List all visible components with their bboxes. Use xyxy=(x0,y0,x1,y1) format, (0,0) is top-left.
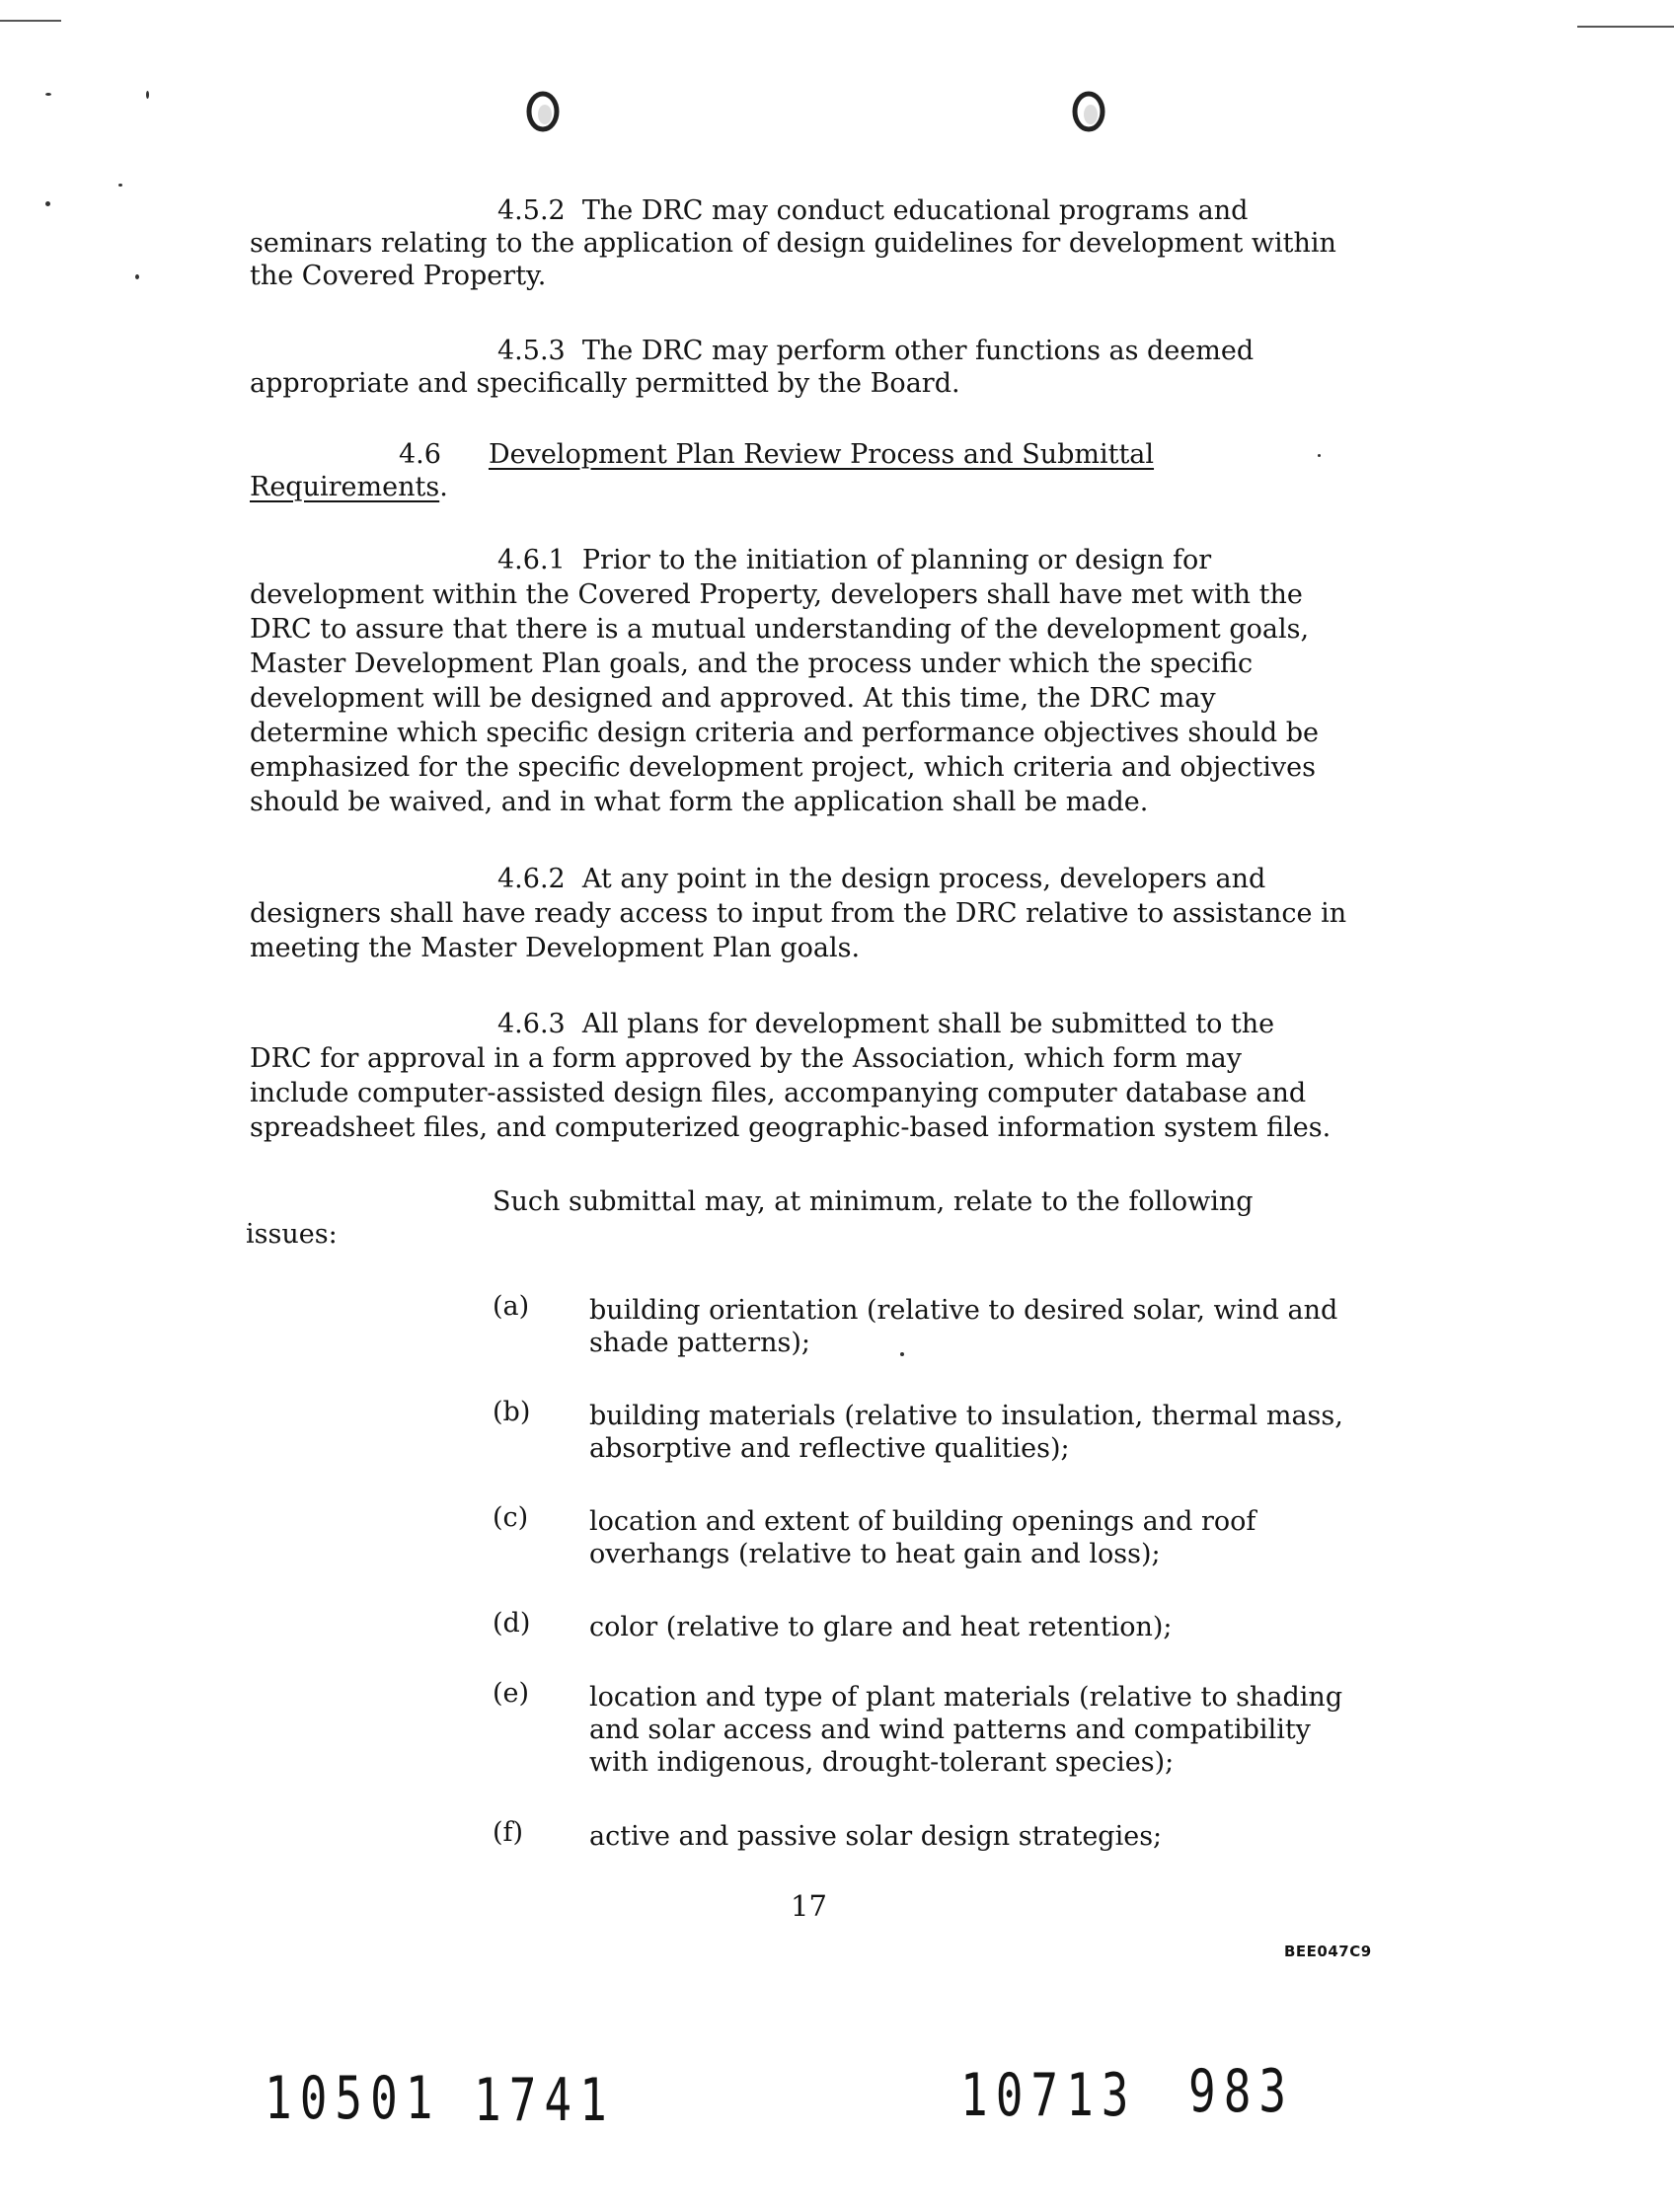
section-4-6-3-line: DRC for approval in a form approved by the Association, which form may xyxy=(250,1043,1242,1074)
section-4-6-1-line: emphasized for the specific development project, which criteria and objectives xyxy=(250,752,1316,783)
stamp-number-left-b: 1741 xyxy=(474,2065,615,2135)
section-number: 4.6.1 xyxy=(497,545,566,575)
list-item-line: overhangs (relative to heat gain and loss); xyxy=(589,1539,1161,1569)
stamp-number-left-a: 10501 xyxy=(265,2063,441,2133)
section-text: Prior to the initiation of planning or design for xyxy=(581,545,1212,575)
section-heading-title: Development Plan Review Process and Submittal xyxy=(488,439,1155,470)
stamp-number-right-b: 983 xyxy=(1188,2056,1295,2126)
section-heading-title-continued: Requirements xyxy=(250,472,440,502)
section-4-6-heading-continued xyxy=(250,470,448,504)
section-4-5-3-first-line xyxy=(497,334,1254,368)
section-number: 4.5.2 xyxy=(497,195,566,226)
scan-speck xyxy=(135,274,139,279)
section-4-6-1-first-line xyxy=(497,543,1211,577)
section-text: The DRC may conduct educational programs and xyxy=(581,195,1249,226)
list-item-line: building materials (relative to insulation, thermal mass, xyxy=(589,1401,1343,1431)
section-4-5-3-line: appropriate and specifically permitted by the Board. xyxy=(250,368,960,399)
list-item-line: with indigenous, drought-tolerant species); xyxy=(589,1747,1175,1778)
page-number: 17 xyxy=(791,1889,827,1923)
submittal-intro-line: Such submittal may, at minimum, relate to the following xyxy=(493,1186,1254,1217)
list-item-label: (d) xyxy=(493,1608,531,1639)
section-text: The DRC may perform other functions as deemed xyxy=(581,336,1255,366)
section-text: At any point in the design process, developers and xyxy=(581,864,1266,894)
section-number: 4.6.2 xyxy=(497,864,566,894)
section-4-6-3-line: include computer-assisted design files, accompanying computer database and xyxy=(250,1078,1307,1108)
scan-speck xyxy=(45,93,51,96)
binder-hole-right-icon xyxy=(1072,91,1105,132)
section-4-5-2-first-line xyxy=(497,193,1248,228)
section-4-6-1-line: Master Development Plan goals, and the process under which the specific xyxy=(250,648,1254,679)
section-4-6-2-first-line xyxy=(497,862,1265,896)
section-4-6-2-line: designers shall have ready access to input from the DRC relative to assistance in xyxy=(250,898,1347,929)
list-item-label: (b) xyxy=(493,1397,531,1427)
binder-hole-left-icon xyxy=(526,91,560,132)
list-item-line: absorptive and reflective qualities); xyxy=(589,1433,1070,1464)
scan-speck xyxy=(45,201,50,206)
list-item-line: and solar access and wind patterns and compatibility xyxy=(589,1715,1311,1745)
list-item-line: location and type of plant materials (relative to shading xyxy=(589,1682,1343,1713)
list-item-label: (a) xyxy=(493,1291,530,1322)
heading-period: . xyxy=(439,472,448,502)
submittal-intro-line: issues: xyxy=(246,1219,338,1250)
section-4-6-3-line: spreadsheet files, and computerized geographic-based information system files. xyxy=(250,1112,1332,1143)
section-number: 4.6.3 xyxy=(497,1009,566,1039)
section-number: 4.6 xyxy=(399,439,441,470)
section-4-6-1-line: should be waived, and in what form the application shall be made. xyxy=(250,787,1149,817)
list-item-line: color (relative to glare and heat retention); xyxy=(589,1612,1173,1642)
scan-speck xyxy=(146,91,149,99)
section-4-6-1-line: development within the Covered Property, developers shall have met with the xyxy=(250,579,1303,610)
list-item-line: location and extent of building openings and roof xyxy=(589,1506,1256,1537)
section-4-6-1-line: development will be designed and approved. At this time, the DRC may xyxy=(250,683,1216,714)
section-4-5-2-line: the Covered Property. xyxy=(250,261,547,291)
list-item-line: building orientation (relative to desired solar, wind and xyxy=(589,1295,1338,1326)
section-4-6-1-line: DRC to assure that there is a mutual understanding of the development goals, xyxy=(250,614,1310,645)
stamp-number-right-a: 10713 xyxy=(960,2060,1137,2130)
list-item-label: (f) xyxy=(493,1817,524,1848)
scan-edge-rule-left xyxy=(0,20,61,22)
list-item-line: active and passive solar design strategies; xyxy=(589,1821,1163,1852)
list-item-label: (e) xyxy=(493,1678,530,1709)
section-4-5-2-line: seminars relating to the application of design guidelines for development within xyxy=(250,228,1336,259)
section-text: All plans for development shall be submitted to the xyxy=(581,1009,1275,1039)
section-number: 4.5.3 xyxy=(497,336,566,366)
section-4-6-1-line: determine which specific design criteria and performance objectives should be xyxy=(250,718,1319,748)
scan-speck xyxy=(118,184,122,187)
list-item-line: shade patterns); xyxy=(589,1328,811,1358)
scan-edge-rule-right xyxy=(1577,26,1674,28)
scan-speck xyxy=(900,1352,904,1356)
section-4-6-2-line: meeting the Master Development Plan goals. xyxy=(250,933,861,963)
scan-speck xyxy=(1318,454,1321,457)
section-4-6-3-first-line xyxy=(497,1007,1274,1041)
section-4-6-heading xyxy=(399,437,1154,472)
document-code: BEE047C9 xyxy=(1284,1943,1372,1960)
list-item-label: (c) xyxy=(493,1502,529,1533)
